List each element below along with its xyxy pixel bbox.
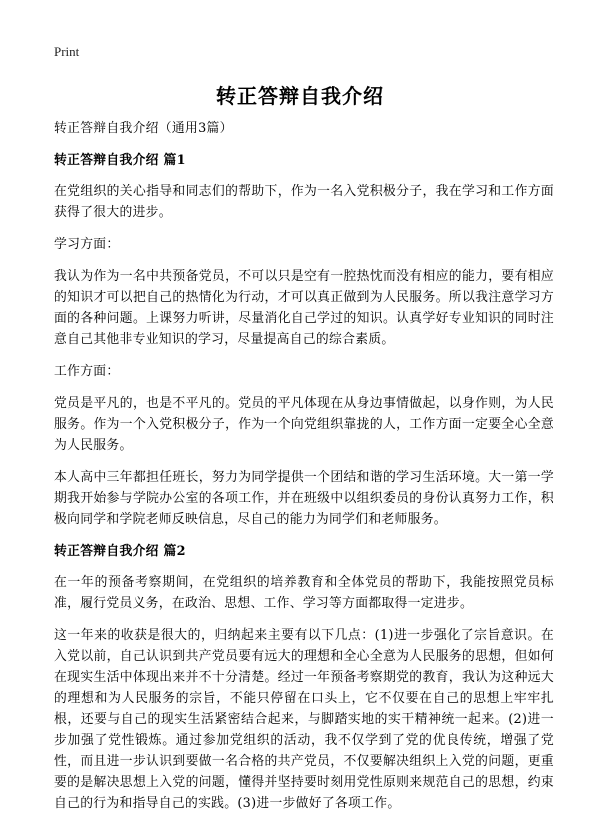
paragraph-label-work: 工作方面： bbox=[54, 364, 120, 379]
document-body bbox=[54, 118, 554, 825]
paragraph: 党员是平凡的，也是不平凡的。党员的平凡体现在从身边事情做起，以身作则，为人民服务。作为一个入党积极分子，作为一个向党组织靠拢的人，工作方面一定要全心全意为人民服务。 bbox=[54, 396, 554, 453]
paragraph-label-study: 学习方面： bbox=[54, 237, 120, 252]
paragraph: 我认为作为一名中共预备党员，不可以只是空有一腔热忱而没有相应的能力，要有相应的知识才可以把自己的热情化为行动，才可以真正做到为人民服务。所以我注意学习方面的各种问题。上课努力听讲，尽量消化自己学过的知识。认真学好专业知识的同时注意自己其他非专业知识的学习，尽量提高自己的综合素质。 bbox=[54, 269, 554, 347]
document-subtitle: 转正答辩自我介绍（通用3篇） bbox=[54, 121, 233, 136]
paragraph: 在一年的预备考察期间，在党组织的培养教育和全体党员的帮助下，我能按照党员标准，履行党员义务，在政治、思想、工作、学习等方面都取得一定进步。 bbox=[54, 575, 554, 611]
paragraph: 本人高中三年都担任班长，努力为同学提供一个团结和谐的学习生活环境。大一第一学期我开始参与学院办公室的各项工作，并在班级中以组织委员的身份认真努力工作，积极向同学和学院老师反映信息，尽自己的能力为同学们和老师服务。 bbox=[54, 470, 554, 527]
document-title: 转正答辩自我介绍 bbox=[216, 84, 384, 108]
section-heading-2: 转正答辩自我介绍 篇2 bbox=[54, 544, 186, 559]
paragraph: 这一年来的收获是很大的，归纳起来主要有以下几点：(1)进一步强化了宗旨意识。在入党以前，自己认识到共产党员要有远大的理想和全心全意为人民服务的思想，但如何在现实生活中体现出来并不十分清楚。经过一年预备考察期党的教育，我认为这种远大的理想和为人民服务的宗旨，不能只停留在口头上，它不仅要在自己的思想上牢牢扎根，还要与自己的现实生活紧密结合起来，与脚踏实地的实干精神统一起来。(2)进一步加强了党性锻炼。通过参加党组织的活动，我不仅学到了党的优良传统，增强了党性，而且进一步认识到要做一名合格的共产党员，不仅要解决组织上入党的问题，更重要的是解决思想上入党的问题，懂得并坚持要时刻用党性原则来规范自己的思想，约束自己的行为和指导自己的实践。(3)进一步做好了各项工作。 bbox=[54, 628, 554, 811]
section-heading-1: 转正答辩自我介绍 篇1 bbox=[54, 153, 186, 168]
paragraph: 在党组织的关心指导和同志们的帮助下，作为一名入党积极分子，我在学习和工作方面获得了很大的进步。 bbox=[54, 184, 554, 220]
print-link[interactable]: Print bbox=[54, 44, 80, 59]
